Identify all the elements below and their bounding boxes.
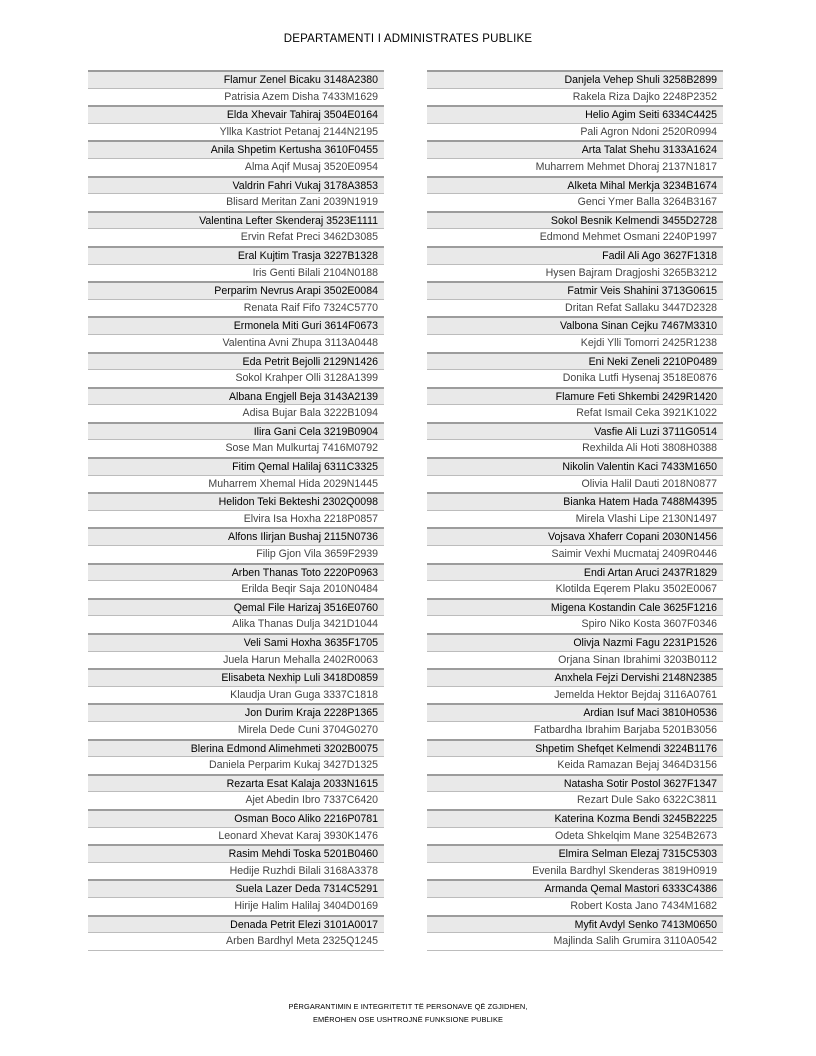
list-item: Veli Sami Hoxha 3635F1705 bbox=[88, 633, 384, 651]
list-item: Iris Genti Bilali 2104N0188 bbox=[88, 264, 384, 282]
list-item: Donika Lutfi Hysenaj 3518E0876 bbox=[427, 369, 723, 387]
list-item: Pali Agron Ndoni 2520R0994 bbox=[427, 123, 723, 141]
list-item: Eral Kujtim Trasja 3227B1328 bbox=[88, 246, 384, 264]
page-title: DEPARTAMENTI I ADMINISTRATES PUBLIKE bbox=[283, 33, 533, 45]
list-item: Kejdi Ylli Tomorri 2425R1238 bbox=[427, 334, 723, 352]
list-item: Rezarta Esat Kalaja 2033N1615 bbox=[88, 774, 384, 792]
list-item: Refat Ismail Ceka 3921K1022 bbox=[427, 404, 723, 422]
list-item: Helio Agim Seiti 6334C4425 bbox=[427, 105, 723, 123]
list-item: Elda Xhevair Tahiraj 3504E0164 bbox=[88, 105, 384, 123]
list-item: Fatbardha Ibrahim Barjaba 5201B3056 bbox=[427, 721, 723, 739]
list-item: Ilira Gani Cela 3219B0904 bbox=[88, 422, 384, 440]
list-item: Majlinda Salih Grumira 3110A0542 bbox=[427, 932, 723, 950]
list-item: Orjana Sinan Ibrahimi 3203B0112 bbox=[427, 651, 723, 669]
list-item: Vojsava Xhaferr Copani 2030N1456 bbox=[427, 527, 723, 545]
list-item: Rakela Riza Dajko 2248P2352 bbox=[427, 88, 723, 106]
list-item: Evenila Bardhyl Skenderas 3819H0919 bbox=[427, 862, 723, 880]
list-item: Erilda Beqir Saja 2010N0484 bbox=[88, 580, 384, 598]
list-item: Renata Raif Fifo 7324C5770 bbox=[88, 299, 384, 317]
list-item: Osman Boco Aliko 2216P0781 bbox=[88, 809, 384, 827]
column-end-rule bbox=[88, 950, 384, 951]
list-item: Spiro Niko Kosta 3607F0346 bbox=[427, 615, 723, 633]
list-item: Shpetim Shefqet Kelmendi 3224B1176 bbox=[427, 739, 723, 757]
list-item: Fatmir Veis Shahini 3713G0615 bbox=[427, 281, 723, 299]
list-item: Robert Kosta Jano 7434M1682 bbox=[427, 897, 723, 915]
list-item: Flamur Zenel Bicaku 3148A2380 bbox=[88, 70, 384, 88]
list-item: Hirije Halim Halilaj 3404D0169 bbox=[88, 897, 384, 915]
list-item: Hedije Ruzhdi Bilali 3168A3378 bbox=[88, 862, 384, 880]
list-item: Albana Engjell Beja 3143A2139 bbox=[88, 387, 384, 405]
list-item: Fadil Ali Ago 3627F1318 bbox=[427, 246, 723, 264]
list-item: Hysen Bajram Dragjoshi 3265B3212 bbox=[427, 264, 723, 282]
list-item: Rexhilda Ali Hoti 3808H0388 bbox=[427, 439, 723, 457]
list-item: Arben Thanas Toto 2220P0963 bbox=[88, 563, 384, 581]
list-item: Nikolin Valentin Kaci 7433M1650 bbox=[427, 457, 723, 475]
list-item: Arta Talat Shehu 3133A1624 bbox=[427, 140, 723, 158]
list-item: Mirela Vlashi Lipe 2130N1497 bbox=[427, 510, 723, 528]
list-item: Dritan Refat Sallaku 3447D2328 bbox=[427, 299, 723, 317]
list-item: Alketa Mihal Merkja 3234B1674 bbox=[427, 176, 723, 194]
list-item: Anxhela Fejzi Dervishi 2148N2385 bbox=[427, 668, 723, 686]
list-item: Klaudja Uran Guga 3337C1818 bbox=[88, 686, 384, 704]
list-item: Sokol Besnik Kelmendi 3455D2728 bbox=[427, 211, 723, 229]
list-item: Ardian Isuf Maci 3810H0536 bbox=[427, 703, 723, 721]
list-item: Qemal File Harizaj 3516E0760 bbox=[88, 598, 384, 616]
list-item: Myfit Avdyl Senko 7413M0650 bbox=[427, 915, 723, 933]
list-item: Helidon Teki Bekteshi 2302Q0098 bbox=[88, 492, 384, 510]
list-item: Bianka Hatem Hada 7488M4395 bbox=[427, 492, 723, 510]
list-item: Keida Ramazan Bejaj 3464D3156 bbox=[427, 756, 723, 774]
list-item: Arben Bardhyl Meta 2325Q1245 bbox=[88, 932, 384, 950]
name-list-right bbox=[427, 70, 723, 951]
list-item: Odeta Shkelqim Mane 3254B2673 bbox=[427, 827, 723, 845]
list-item: Mirela Dede Cuni 3704G0270 bbox=[88, 721, 384, 739]
list-item: Alma Aqif Musaj 3520E0954 bbox=[88, 158, 384, 176]
list-item: Fitim Qemal Halilaj 6311C3325 bbox=[88, 457, 384, 475]
list-item: Danjela Vehep Shuli 3258B2899 bbox=[427, 70, 723, 88]
page-footer bbox=[0, 1000, 816, 1026]
list-item: Rasim Mehdi Toska 5201B0460 bbox=[88, 844, 384, 862]
column-end-rule bbox=[427, 950, 723, 951]
list-item: Jemelda Hektor Bejdaj 3116A0761 bbox=[427, 686, 723, 704]
list-item: Rezart Dule Sako 6322C3811 bbox=[427, 791, 723, 809]
list-item: Filip Gjon Vila 3659F2939 bbox=[88, 545, 384, 563]
list-item: Yllka Kastriot Petanaj 2144N2195 bbox=[88, 123, 384, 141]
list-item: Elmira Selman Elezaj 7315C5303 bbox=[427, 844, 723, 862]
list-item: Valbona Sinan Cejku 7467M3310 bbox=[427, 316, 723, 334]
list-item: Alfons Ilirjan Bushaj 2115N0736 bbox=[88, 527, 384, 545]
list-item: Elisabeta Nexhip Luli 3418D0859 bbox=[88, 668, 384, 686]
list-item: Denada Petrit Elezi 3101A0017 bbox=[88, 915, 384, 933]
list-item: Eni Neki Zeneli 2210P0489 bbox=[427, 352, 723, 370]
list-item: Katerina Kozma Bendi 3245B2225 bbox=[427, 809, 723, 827]
list-item: Ervin Refat Preci 3462D3085 bbox=[88, 228, 384, 246]
list-item: Genci Ymer Balla 3264B3167 bbox=[427, 193, 723, 211]
list-item: Daniela Perparim Kukaj 3427D1325 bbox=[88, 756, 384, 774]
list-item: Endi Artan Aruci 2437R1829 bbox=[427, 563, 723, 581]
list-item: Edmond Mehmet Osmani 2240P1997 bbox=[427, 228, 723, 246]
list-item: Anila Shpetim Kertusha 3610F0455 bbox=[88, 140, 384, 158]
list-item: Valentina Lefter Skenderaj 3523E1111 bbox=[88, 211, 384, 229]
list-item: Perparim Nevrus Arapi 3502E0084 bbox=[88, 281, 384, 299]
list-item: Leonard Xhevat Karaj 3930K1476 bbox=[88, 827, 384, 845]
list-item: Flamure Feti Shkembi 2429R1420 bbox=[427, 387, 723, 405]
list-item: Patrisia Azem Disha 7433M1629 bbox=[88, 88, 384, 106]
list-item: Migena Kostandin Cale 3625F1216 bbox=[427, 598, 723, 616]
footer-line-1: PËRGARANTIMIN E INTEGRITETIT TË PERSONAVE QË ZGJIDHEN, bbox=[288, 1002, 528, 1011]
list-item: Blisard Meritan Zani 2039N1919 bbox=[88, 193, 384, 211]
list-item: Natasha Sotir Postol 3627F1347 bbox=[427, 774, 723, 792]
list-item: Armanda Qemal Mastori 6333C4386 bbox=[427, 879, 723, 897]
list-item: Olivia Halil Dauti 2018N0877 bbox=[427, 475, 723, 493]
list-item: Muharrem Mehmet Dhoraj 2137N1817 bbox=[427, 158, 723, 176]
list-item: Muharrem Xhemal Hida 2029N1445 bbox=[88, 475, 384, 493]
list-item: Sokol Krahper Olli 3128A1399 bbox=[88, 369, 384, 387]
list-item: Sose Man Mulkurtaj 7416M0792 bbox=[88, 439, 384, 457]
list-item: Juela Harun Mehalla 2402R0063 bbox=[88, 651, 384, 669]
list-item: Blerina Edmond Alimehmeti 3202B0075 bbox=[88, 739, 384, 757]
list-item: Alika Thanas Dulja 3421D1044 bbox=[88, 615, 384, 633]
list-item: Olivja Nazmi Fagu 2231P1526 bbox=[427, 633, 723, 651]
list-item: Ermonela Miti Guri 3614F0673 bbox=[88, 316, 384, 334]
list-item: Saimir Vexhi Mucmataj 2409R0446 bbox=[427, 545, 723, 563]
list-item: Jon Durim Kraja 2228P1365 bbox=[88, 703, 384, 721]
footer-line-2: EMËROHEN OSE USHTROJNË FUNKSIONE PUBLIKE bbox=[312, 1015, 504, 1024]
name-list-left bbox=[88, 70, 384, 951]
list-item: Klotilda Eqerem Plaku 3502E0067 bbox=[427, 580, 723, 598]
list-item: Valdrin Fahri Vukaj 3178A3853 bbox=[88, 176, 384, 194]
list-item: Ajet Abedin Ibro 7337C6420 bbox=[88, 791, 384, 809]
list-item: Valentina Avni Zhupa 3113A0448 bbox=[88, 334, 384, 352]
list-item: Suela Lazer Deda 7314C5291 bbox=[88, 879, 384, 897]
list-item: Adisa Bujar Bala 3222B1094 bbox=[88, 404, 384, 422]
list-item: Elvira Isa Hoxha 2218P0857 bbox=[88, 510, 384, 528]
list-item: Eda Petrit Bejolli 2129N1426 bbox=[88, 352, 384, 370]
list-item: Vasfie Ali Luzi 3711G0514 bbox=[427, 422, 723, 440]
